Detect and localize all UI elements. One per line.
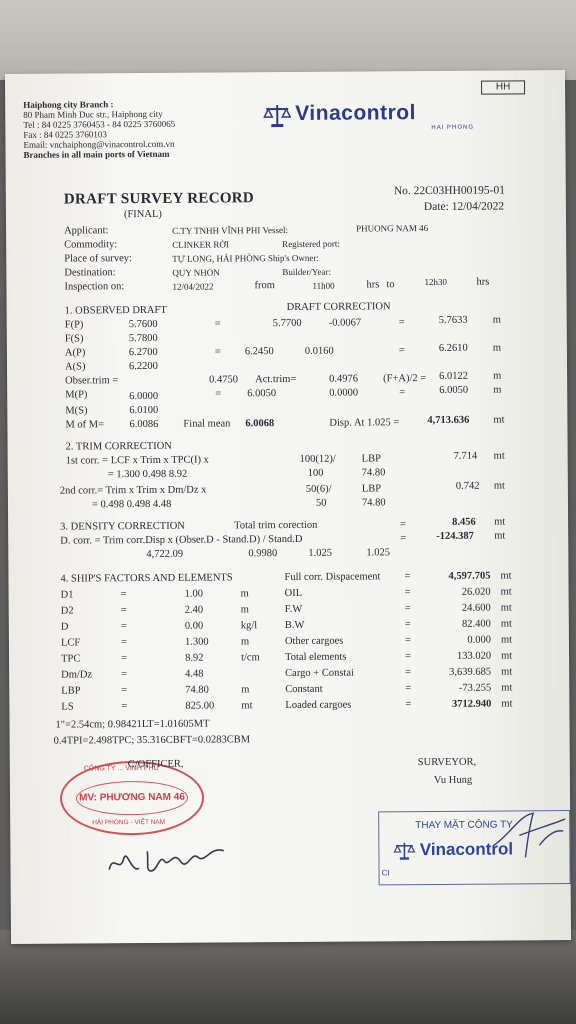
ap-equals: = [214,346,221,358]
record-date: Date: 12/04/2022 [423,200,505,214]
factor-left-eq: = [120,589,127,601]
second-corr-lbp-value: 74.80 [361,497,386,509]
factor-right-unit: mt [500,586,512,598]
final-mean-label: Final mean [183,418,231,430]
factor-left-unit: t/cm [241,652,260,664]
first-corr-divisor-value: 100 [307,467,324,479]
branch-email: Email: vnchaiphong@vinacontrol.com.vn [23,138,175,150]
obser-trim-label: Obser.trim = [65,375,119,387]
factor-left-label: D2 [60,605,74,617]
fp-correction: -0.0067 [328,317,362,329]
commodity-label: Commodity: [64,239,118,251]
factor-right-label: Other cargoes [284,635,344,648]
factor-right-unit: mt [500,570,512,582]
vinacontrol-stamp [378,810,571,885]
ships-factors-heading: 4. SHIP'S FACTORS AND ELEMENTS [60,572,233,585]
surveyor-name: Vu Hung [433,774,473,786]
branches-note: Branches in all main ports of Vietnam [23,148,170,160]
factor-right-unit: mt [501,650,513,662]
seal-center-text: MV: PHƯƠNG NAM 46 [76,781,188,816]
disp-unit: mt [493,414,505,426]
scales-icon-stamp [393,841,415,861]
factor-right-eq: = [405,699,412,711]
factor-left-label: Dm/Dz [61,669,93,681]
density-equals: = [400,533,407,545]
factor-right-eq: = [404,635,411,647]
ap-result: 6.2610 [438,342,468,354]
factor-right-value: 3712.940 [451,698,492,710]
conversion-line-2: 0.4TPI=2.498TPC; 35.316CBFT=0.0283CBM [53,734,251,747]
factor-left-unit: m [240,604,249,616]
factor-left-value: 4.48 [185,668,204,680]
disp-label: Disp. At 1.025 = [329,417,400,429]
act-trim-value: 0.4976 [329,373,359,385]
factor-right-label: B.W [284,619,305,632]
factor-right-value: 24.600 [461,602,491,614]
density-correction-value: -124.387 [436,530,474,542]
ap-value: 6.2700 [128,346,158,359]
factor-right-value: 4,597.705 [448,570,491,582]
branch-tel: Tel : 84 0225 3760453 - 84 0225 3760065 [23,118,176,130]
factor-left-unit: m [240,636,250,648]
ms-value: 6.0100 [129,404,159,417]
branch-name: Haiphong city Branch : [23,99,114,110]
factor-right-label: OIL [284,587,303,600]
surveyor-signature [489,805,569,866]
fp-result: 5.7633 [438,314,468,326]
factor-left-unit: mt [241,700,253,712]
density-correction-heading: 3. DENSITY CORRECTION [60,520,185,533]
factor-left-eq: = [121,685,128,697]
time-to: 12h30 [424,276,447,288]
factor-left-label: LCF [60,637,81,649]
fa-label: (F+A)/2 = [383,373,427,385]
factor-right-value: 0.000 [467,634,491,646]
hh-box: HH [481,80,525,94]
second-corr-formula: 2nd corr.= Trim x Trim x Dm/Dz x [59,484,207,497]
factor-right-unit: mt [501,682,513,694]
total-trim-value: 8.456 [452,516,476,528]
trim-correction-heading: 2. TRIM CORRECTION [65,440,172,453]
m-of-m-value: 6.0086 [129,418,159,431]
factor-right-value: 133.020 [456,650,492,662]
branch-fax: Fax : 84 0225 3760103 [23,129,107,140]
draft-correction-heading: DRAFT CORRECTION [286,301,391,314]
ap-label: A(P) [64,347,86,359]
stamp-blue-ci: CI [381,868,390,878]
act-trim-label: Act.trim= [255,373,297,386]
place-value: TỰ LONG, HẢI PHÒNG Ship's Owner: [172,252,319,264]
factor-left-eq: = [121,669,128,681]
record-number: No. 22C03HH00195-01 [393,184,506,198]
ms-label: M(S) [65,405,88,417]
factor-left-value: 1.00 [184,588,204,600]
factor-left-eq: = [120,605,127,617]
mp-equals: = [215,388,222,400]
officer-signature [102,832,236,889]
factor-left-label: LS [61,701,74,713]
factor-right-value: 82.400 [461,618,491,630]
factor-right-label: Full corr. Dispacement [284,571,381,584]
second-corr-divisor: 50(6)/ [305,483,332,495]
desk-background-bottom [0,930,576,1024]
fs-label: F(S) [64,333,84,345]
logo-subtitle: HAI PHONG [431,124,475,131]
officer-signature-stroke [102,832,235,884]
vinacontrol-logo [263,101,416,129]
first-corr-divisor: 100(12)/ [299,453,336,465]
factor-left-value: 2.40 [184,604,204,616]
factor-left-value: 8.92 [185,652,204,664]
total-trim-equals: = [400,519,407,531]
factor-right-eq: = [404,571,411,583]
ap-unit: m [492,342,502,354]
factor-right-label: Total elements [285,651,347,664]
vessel-seal [60,758,205,836]
mp-mean: 6.0050 [247,388,277,400]
fp-equals: = [214,318,221,330]
desk-background [0,0,576,80]
branch-address: 80 Pham Minh Duc str., Haiphong city [23,108,163,120]
m-of-m-label: M of M= [65,419,105,431]
factor-left-unit: kg/l [240,620,258,632]
factor-right-value: -73.255 [458,682,492,694]
conversion-line-1: 1"=2.54cm; 0.98421LT=1.01605MT [55,718,210,731]
seal-ring-top: CÔNG TY ... VINH PHU [83,764,159,773]
factor-right-eq: = [405,667,412,679]
surveyor-label: SURVEYOR, [417,756,477,769]
time-from: 11h00 [312,280,335,291]
vessel-value: PHUONG NAM 46 [356,223,429,234]
second-corr-divisor-value: 50 [315,497,327,509]
total-trim-unit: mt [494,516,506,528]
factor-left-label: D [60,621,69,633]
disp-value: 4,713.636 [427,414,470,427]
factor-right-eq: = [404,603,411,615]
registered-port: Registered port: [282,238,340,250]
record-title: DRAFT SURVEY RECORD [63,190,255,208]
draft-survey-document [5,70,571,944]
fs-value: 5.7800 [128,332,158,345]
factor-right-eq: = [405,651,412,663]
factor-right-label: F.W [284,603,303,616]
factor-left-eq: = [120,621,127,633]
factor-left-label: LBP [61,685,81,697]
factor-left-label: D1 [60,589,74,601]
factor-left-eq: = [120,637,127,649]
ap-correction: 0.0160 [304,345,334,357]
ap-mean: 6.2450 [244,346,274,358]
record-final: (FINAL) [123,208,162,221]
scales-icon [263,103,291,129]
density-unit: mt [494,530,506,542]
observed-draft-heading: 1. OBSERVED DRAFT [64,304,167,317]
inspection-label: Inspection on: [64,281,125,293]
applicant-value: C.TY TNHH VĨNH PHI Vessel: [172,224,289,236]
obser-trim-value: 0.4750 [209,374,239,386]
first-corr-formula: 1st corr. = LCF x Trim x TPC(I) x [65,454,209,467]
factor-left-value: 0.00 [184,620,204,632]
officer-label: C/OFFICER, [127,758,184,771]
stamp-blue-logo-text: Vinacontrol [419,839,514,860]
stand-density-value: 1.025 [308,547,332,559]
applicant-label: Applicant: [64,225,109,237]
fp-label: F(P) [64,319,84,331]
factor-left-eq: = [121,653,128,665]
mp-value: 6.0000 [129,390,159,403]
as-value: 6.2200 [128,360,158,373]
stamp-blue-top-text: THAY MẶT CÔNG TY [415,819,513,832]
trim-corr-disp-value: 4,722.09 [146,548,184,560]
fp-unit: m [492,314,501,326]
hrs-label: hrs [366,279,380,291]
from-label: from [254,280,275,292]
to-label: to [386,279,395,291]
mp-unit: m [493,384,502,396]
first-corr-values: = 1.300 0.498 8.92 [107,468,188,481]
factor-right-unit: mt [500,602,512,614]
mp-label: M(P) [65,389,88,401]
factor-right-unit: mt [500,618,512,630]
logo-text: Vinacontrol [295,101,416,125]
final-mean-value: 6.0068 [245,418,275,430]
fa-value: 6.0122 [439,370,469,382]
destination-label: Destination: [64,267,116,279]
seal-ring-bottom: HẢI PHÒNG - VIỆT NAM [92,818,166,827]
stand-density-value-2: 1.025 [366,547,390,559]
as-label: A(S) [64,361,86,373]
inspection-date: 12/04/2022 [172,281,214,292]
factor-right-eq: = [404,587,411,599]
first-corr-lbp: LBP [361,453,381,465]
factor-left-unit: m [241,684,250,696]
factor-left-unit: m [240,588,249,600]
mp-correction: 0.0000 [329,387,359,399]
fp-mean: 5.7700 [272,317,302,330]
first-corr-unit: mt [493,450,505,462]
builder-year: Builder/Year: [282,266,331,278]
place-label: Place of survey: [64,253,132,265]
second-corr-unit: mt [493,480,505,492]
density-formula: D. corr. = Trim corr.Disp x (Obser.D - Stand.D) / Stand.D [60,533,303,547]
first-corr-result: 7.714 [453,450,478,462]
factor-right-eq: = [405,683,412,695]
ap-equals-2: = [398,345,405,357]
factor-right-label: Constant [285,683,323,696]
factor-left-value: 1.300 [184,636,209,648]
fp-value: 5.7600 [128,318,158,331]
second-corr-lbp: LBP [361,483,382,495]
factor-right-label: Cargo + Constai [285,667,354,680]
factor-right-eq: = [404,619,411,631]
factor-right-label: Loaded cargoes [285,699,352,712]
factor-left-label: TPC [61,653,81,665]
factor-right-value: 26.020 [461,586,491,598]
commodity-value: CLINKER RỜI [172,239,229,250]
factor-right-unit: mt [501,666,513,678]
hrs-label-2: hrs [476,276,490,288]
factor-left-eq: = [121,701,128,713]
mp-result: 6.0050 [439,384,469,396]
factor-right-unit: mt [500,634,513,646]
factor-left-value: 825.00 [185,700,215,712]
obser-density-value: 0.9980 [248,548,278,560]
first-corr-lbp-value: 74.80 [361,467,386,479]
factor-right-value: 3,639.685 [449,666,492,678]
fa-unit: m [493,370,502,382]
second-corr-values: = 0.498 0.498 4.48 [91,498,172,511]
total-trim-label: Total trim corection [234,519,318,532]
second-corr-result: 0.742 [455,480,480,492]
mp-equals-2: = [399,387,406,399]
factor-left-value: 74.80 [185,684,209,696]
factor-right-unit: mt [501,698,513,710]
fp-equals-2: = [398,317,405,329]
destination-value: QUY NHON [172,267,220,278]
